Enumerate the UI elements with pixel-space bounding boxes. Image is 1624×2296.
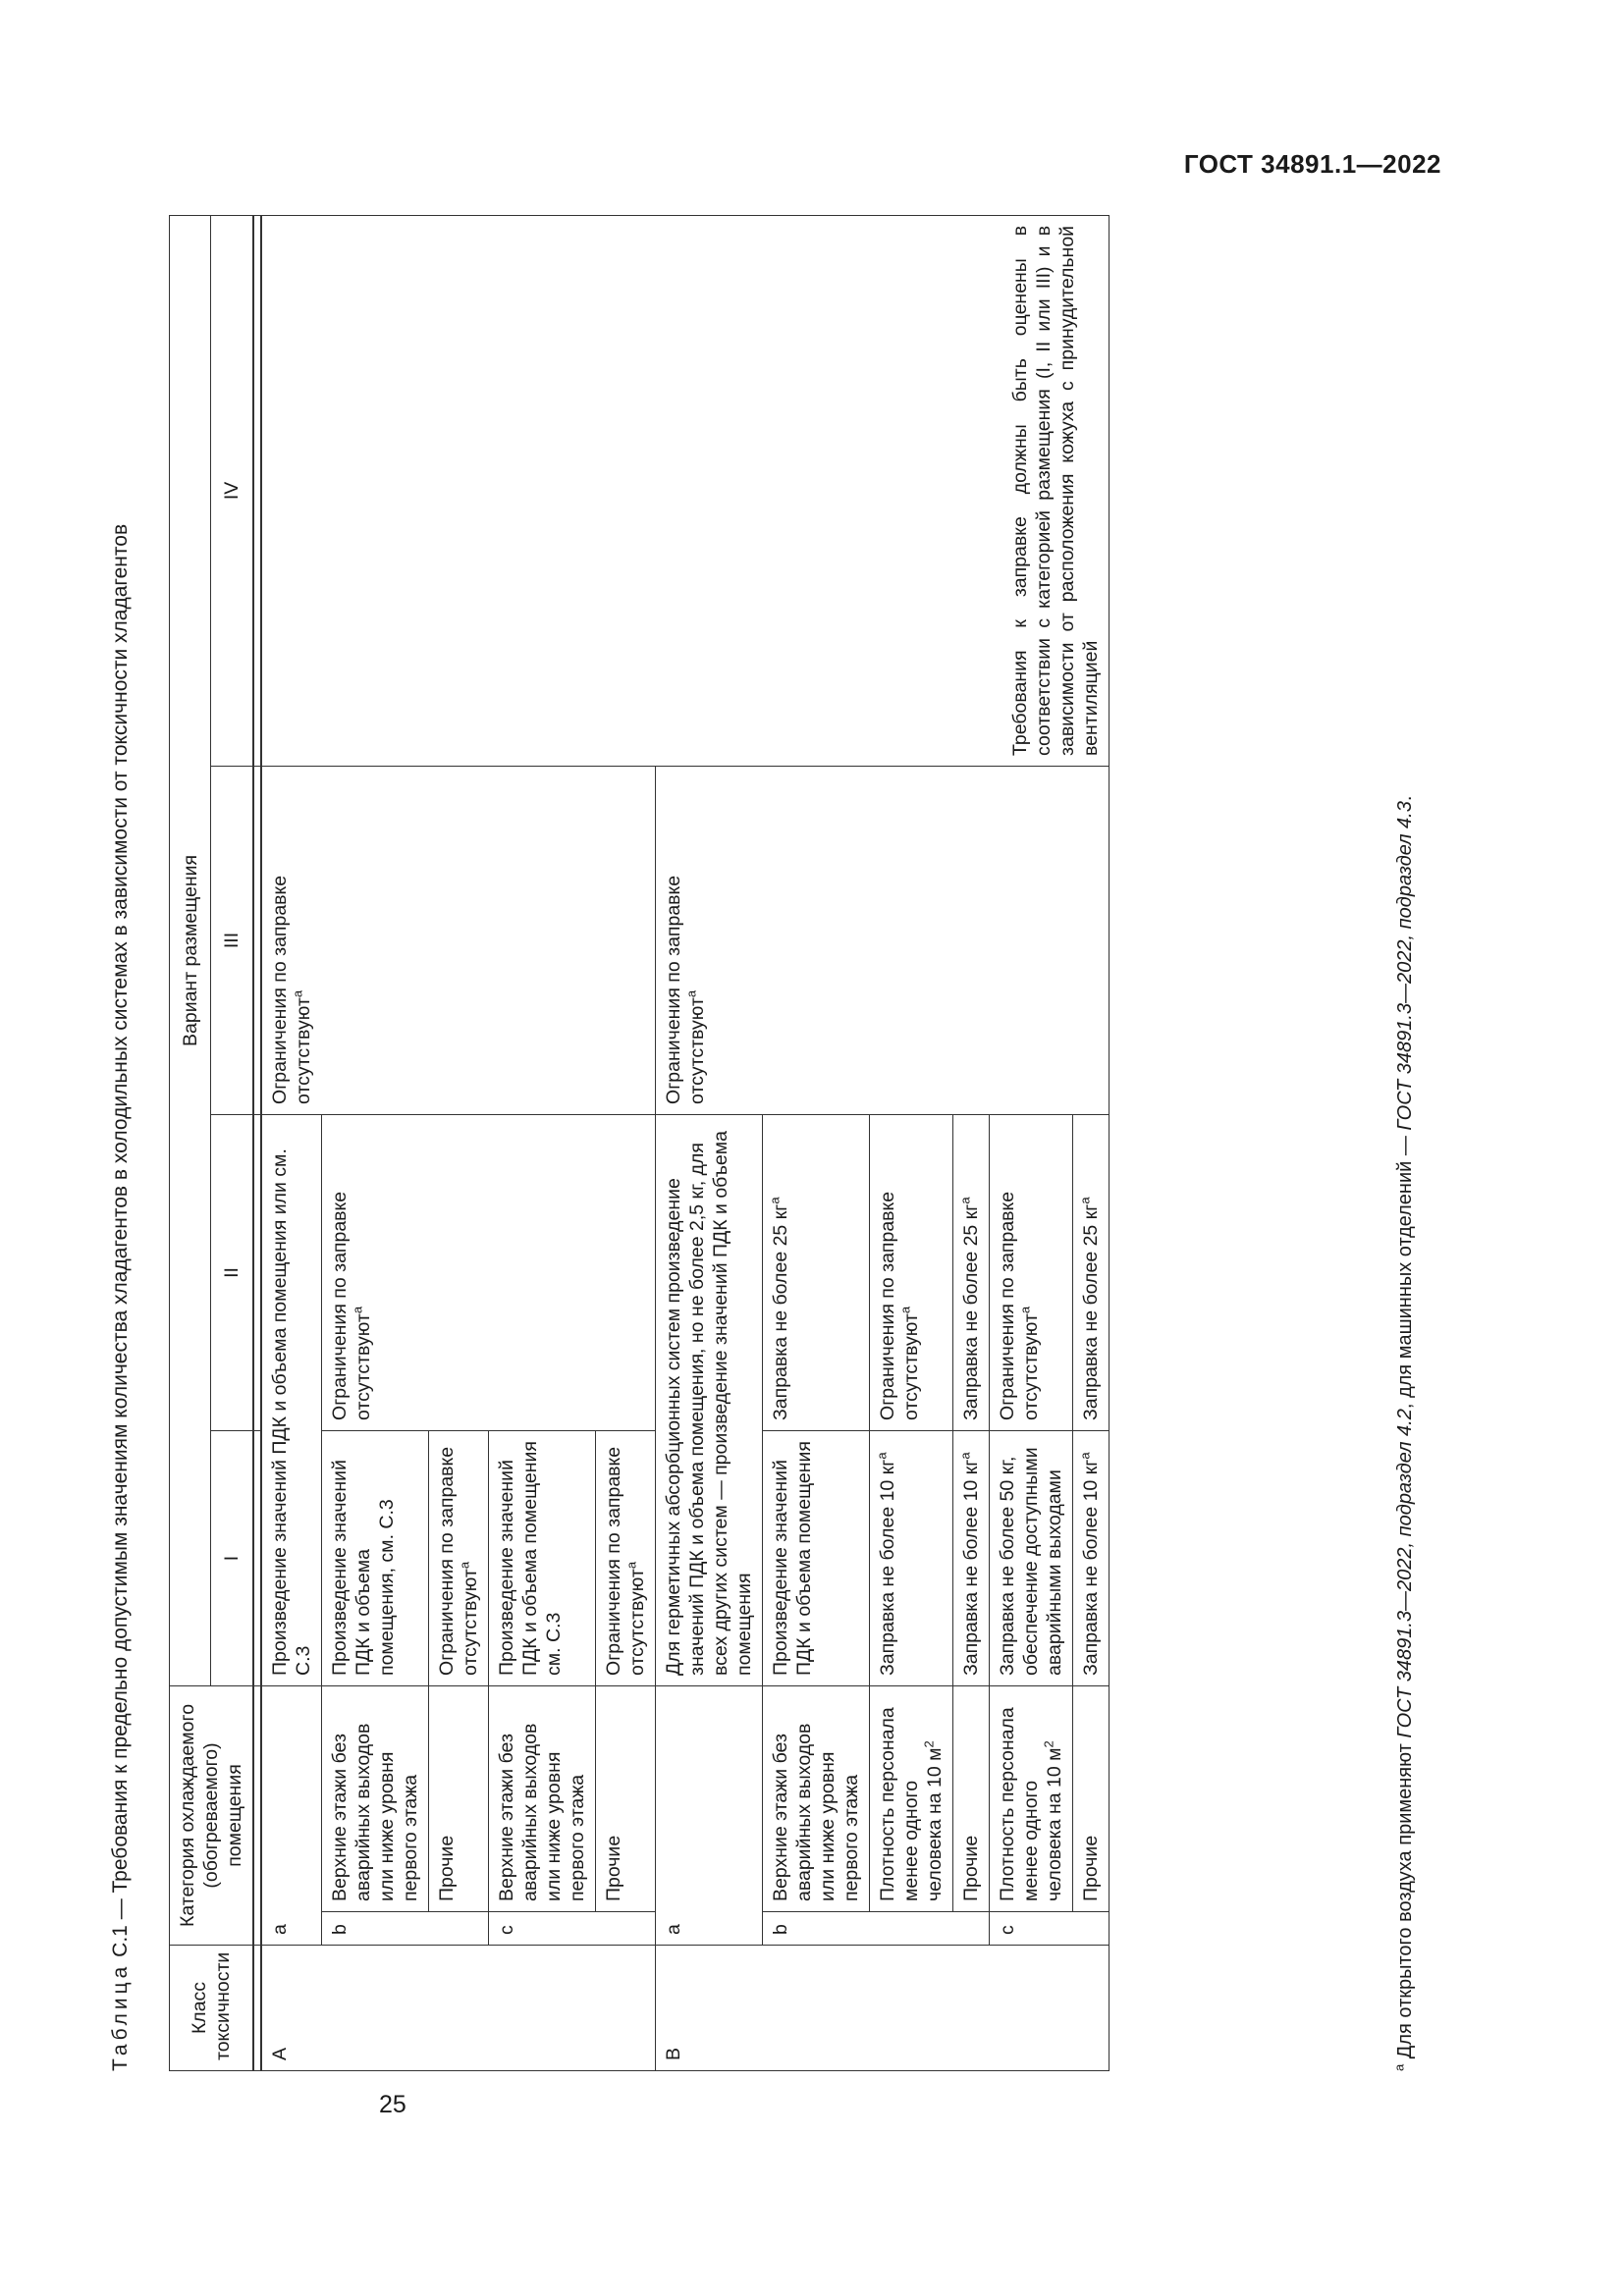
cell: Верхние этажи без аварийных выходов или ниже уровня первого этажа — [322, 1685, 429, 1911]
class-a-a-i-ii: Произведение значений ПДК и объема помещения или см. С.3 — [261, 1114, 322, 1685]
cell: Плотность персонала менее одного человека на 10 $м^2$ — [990, 1685, 1073, 1911]
table-row — [261, 215, 322, 2070]
header-separator — [253, 215, 261, 2070]
class-a-label: А — [261, 1946, 656, 2071]
footnote-mark: a — [1391, 2063, 1407, 2071]
iv-text: Требования к заправке должны быть оценены в соответствии с категорией размещения (I, II или III) и в зависимости от расположения кожуха с принудительной вентиляцией — [1009, 225, 1102, 756]
category-a: a — [261, 1685, 322, 1945]
header-row-1 — [170, 215, 211, 2070]
cell: Заправка не более 10 $кг^a$ — [953, 1430, 990, 1685]
sub-label-b: b — [322, 1912, 489, 1946]
class-b-iii: Ограничения по заправке отсутствуют$^a$ — [656, 766, 1110, 1114]
cell: Верхние этажи без аварийных выходов или ниже уровня первого этажа — [489, 1685, 596, 1911]
class-b-label: В — [656, 1946, 1110, 2071]
table-caption — [108, 216, 134, 2071]
cell: Ограничения по заправке отсутствуют$^a$ — [429, 1430, 489, 1685]
cell: Ограничения по заправке отсутствуют$^a$ — [870, 1114, 953, 1430]
cell: Ограничения по заправке отсутствуют$^a$ — [596, 1430, 656, 1685]
caption-prefix: Таблица — [109, 1962, 132, 2071]
header-v4: IV — [211, 215, 253, 766]
footnote-text: , для машинных отделений — — [1394, 1136, 1416, 1410]
cell: Произведение значений ПДК и объема помещения — [763, 1430, 870, 1685]
header-class: Класс токсичности — [170, 1946, 254, 2071]
rotated-table-block — [108, 216, 1463, 2071]
cell: Ограничения по заправке отсутствуют$^a$ — [990, 1114, 1073, 1430]
cell: Ограничения по заправке отсутствуют$^a$ — [322, 1114, 656, 1430]
iv-requirements — [261, 215, 1110, 766]
cell: Прочие — [429, 1685, 489, 1911]
category-a: a — [656, 1685, 763, 1945]
sub-label-c: c — [489, 1912, 656, 1946]
footnote-text: . — [1394, 795, 1416, 802]
cell: Заправка не более 50 кг, обеспечение доступными аварийными выходами — [990, 1430, 1073, 1685]
class-b-a-i-ii: Для герметичных абсорбционных систем произведение значений ПДК и объема помещения, но не более 2,5 кг, для всех других систем — произведение значений ПДК и объема помещения — [656, 1114, 763, 1685]
header-category: Категория охлаждаемого (обогреваемого) помещения — [170, 1685, 254, 1945]
cell: Произведение значений ПДК и объема помещения, см. С.3 — [322, 1430, 429, 1685]
footnote-ref: ГОСТ 34891.3—2022, подраздел 4.3 — [1394, 801, 1416, 1131]
requirements-table — [169, 215, 1110, 2071]
page-number: 25 — [379, 2091, 406, 2118]
cell: Верхние этажи без аварийных выходов или ниже уровня первого этажа — [763, 1685, 870, 1911]
cell: Произведение значений ПДК и объема помещения см. С.3 — [489, 1430, 596, 1685]
cell: Прочие — [596, 1685, 656, 1911]
class-a-iii: Ограничения по заправке отсутствуют$^a$ — [261, 766, 656, 1114]
header-v2: II — [211, 1114, 253, 1430]
cell: Прочие — [1073, 1685, 1110, 1911]
header-v1: I — [211, 1430, 253, 1685]
cell: Заправка не более 25 $кг^a$ — [763, 1114, 870, 1430]
cell: Плотность персонала менее одного человека на 10 $м^2$ — [870, 1685, 953, 1911]
sub-label-b: b — [763, 1912, 990, 1946]
sub-label-c: c — [990, 1912, 1110, 1946]
table-footnote — [1392, 216, 1418, 2071]
cell: Прочие — [953, 1685, 990, 1911]
cell: Заправка не более 10 $кг^a$ — [870, 1430, 953, 1685]
footnote-text: Для открытого воздуха применяют — [1394, 1743, 1416, 2059]
footnote-ref: ГОСТ 34891.3—2022, подраздел 4.2 — [1394, 1409, 1416, 1738]
caption-text: С.1 — Требования к предельно допустимым значениям количества хладагентов в холодильных системах в зависимости от токсичности хладагентов — [109, 523, 132, 1957]
cell: Заправка не более 25 $кг^a$ — [953, 1114, 990, 1430]
header-v3: III — [211, 766, 253, 1114]
cell: Заправка не более 25 $кг^a$ — [1073, 1114, 1110, 1430]
cell: Заправка не более 10 $кг^a$ — [1073, 1430, 1110, 1685]
document-code: ГОСТ 34891.1—2022 — [1183, 149, 1441, 179]
header-variant: Вариант размещения — [170, 215, 211, 1685]
